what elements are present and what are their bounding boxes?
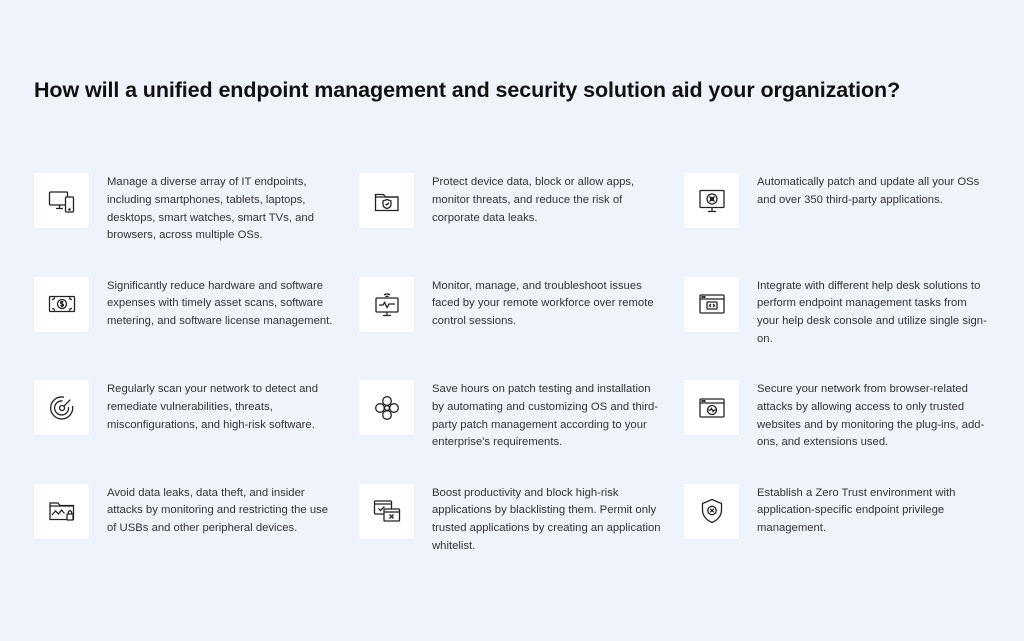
feature-text: Significantly reduce hardware and software expenses with timely asset scans, software metering, and software license management.	[107, 279, 333, 328]
multi-device-icon	[34, 173, 89, 228]
feature-card	[359, 277, 684, 381]
feature-text: Automatically patch and update all your OSs and over 350 third-party applications.	[757, 176, 980, 206]
feature-card	[684, 277, 1014, 381]
feature-text: Boost productivity and block high-risk applications by blacklisting them. Permit only trusted applications by creating an application whitelist.	[432, 486, 661, 552]
helpdesk-window-icon	[684, 277, 739, 332]
data-leak-folder-icon	[34, 484, 89, 539]
feature-text: Integrate with different help desk solutions to perform endpoint management tasks from your help desk console and utilize single sign-on.	[757, 279, 987, 345]
feature-text: Manage a diverse array of IT endpoints, including smartphones, tablets, laptops, desktops, smart watches, smart TVs, and browsers, across multiple OSs.	[107, 176, 314, 242]
feature-card	[34, 277, 359, 381]
zero-trust-shield-icon	[684, 484, 739, 539]
feature-text: Secure your network from browser-related attacks by allowing access to only trusted websites and by monitoring the plug-ins, add-ons, and extensions used.	[757, 383, 985, 449]
app-blocklist-icon	[359, 484, 414, 539]
radar-scan-icon	[34, 380, 89, 435]
feature-text: Monitor, manage, and troubleshoot issues faced by your remote workforce over remote control sessions.	[432, 279, 654, 328]
feature-card	[359, 173, 684, 277]
remote-monitor-icon	[359, 277, 414, 332]
page-title: How will a unified endpoint management and security solution aid your organization?	[34, 78, 901, 102]
feature-card	[684, 380, 1014, 484]
feature-text: Save hours on patch testing and installation by automating and customizing OS and third-party patch management according to your enterprise's requirements.	[432, 383, 659, 449]
feature-card	[684, 484, 1014, 588]
feature-text: Establish a Zero Trust environment with application-specific endpoint privilege management.	[757, 486, 956, 535]
feature-card	[684, 173, 1014, 277]
monitor-patch-icon	[684, 173, 739, 228]
automation-flower-icon	[359, 380, 414, 435]
feature-card	[34, 380, 359, 484]
feature-card	[359, 484, 684, 588]
dollar-bill-icon	[34, 277, 89, 332]
feature-text: Protect device data, block or allow apps, monitor threats, and reduce the risk of corporate data leaks.	[432, 176, 635, 224]
feature-card	[34, 173, 359, 277]
feature-card	[359, 380, 684, 484]
feature-text: Regularly scan your network to detect and remediate vulnerabilities, threats, misconfigurations, and high-risk software.	[107, 383, 318, 431]
folder-shield-icon	[359, 173, 414, 228]
features-grid	[34, 173, 1014, 587]
feature-text: Avoid data leaks, data theft, and insider attacks by monitoring and restricting the use of USBs and other peripheral devices.	[107, 486, 329, 535]
feature-card	[34, 484, 359, 588]
browser-security-icon	[684, 380, 739, 435]
